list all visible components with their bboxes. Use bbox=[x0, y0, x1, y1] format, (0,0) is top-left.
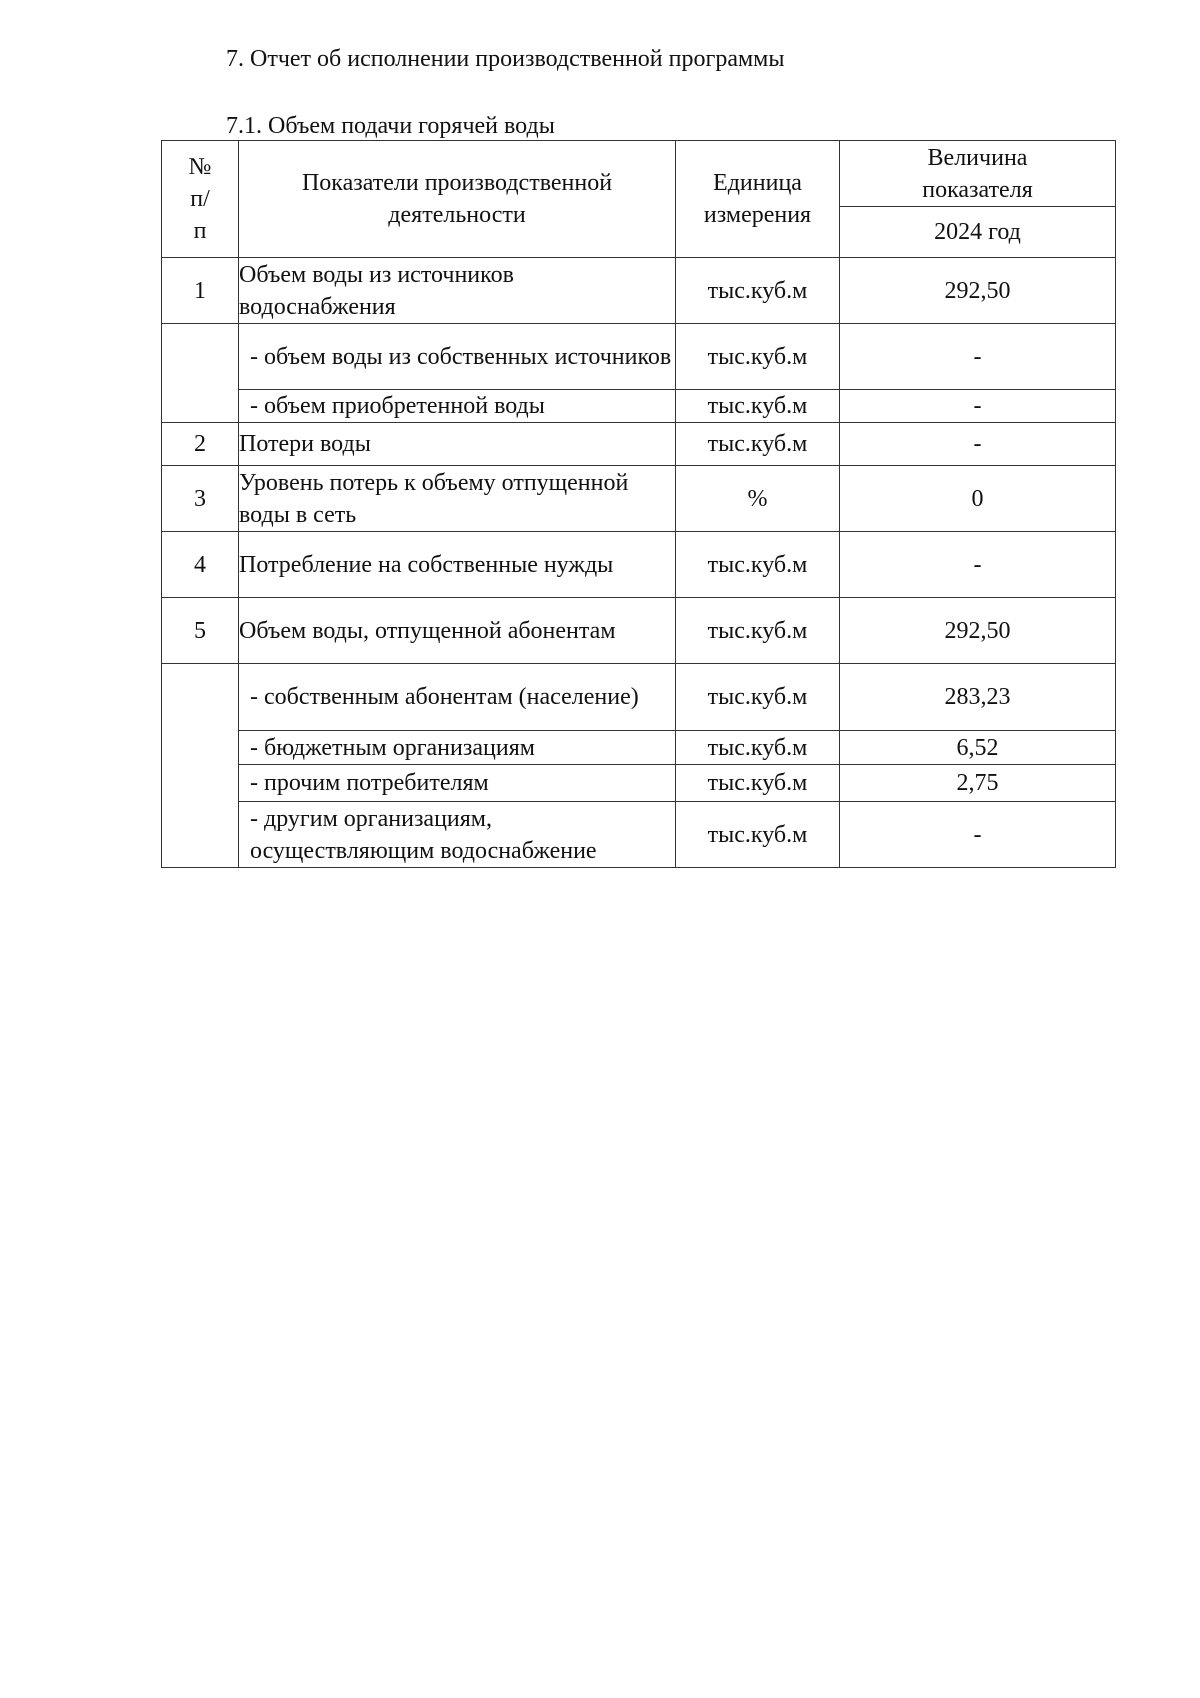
row-indicator: - объем воды из собственных источников bbox=[239, 324, 676, 390]
row-unit: тыс.куб.м bbox=[676, 664, 840, 731]
row-indicator: Потребление на собственные нужды bbox=[239, 532, 676, 598]
row-num bbox=[162, 664, 239, 868]
header-num: № п/п bbox=[162, 141, 239, 258]
table-row bbox=[162, 466, 1116, 532]
row-num: 2 bbox=[162, 423, 239, 466]
row-unit: % bbox=[676, 466, 840, 532]
table-row bbox=[162, 532, 1116, 598]
table-row bbox=[162, 802, 1116, 868]
row-num: 4 bbox=[162, 532, 239, 598]
row-num bbox=[162, 324, 239, 423]
table-row bbox=[162, 423, 1116, 466]
table-row bbox=[162, 390, 1116, 423]
row-unit: тыс.куб.м bbox=[676, 802, 840, 868]
table-header-row bbox=[162, 141, 1116, 207]
row-value: - bbox=[840, 423, 1116, 466]
table-row bbox=[162, 324, 1116, 390]
header-indicator: Показатели производственной деятельности bbox=[239, 141, 676, 258]
table-row bbox=[162, 258, 1116, 324]
section-title: 7. Отчет об исполнении производственной программы bbox=[226, 46, 785, 72]
row-value: - bbox=[840, 324, 1116, 390]
row-num: 1 bbox=[162, 258, 239, 324]
row-indicator: - собственным абонентам (население) bbox=[239, 664, 676, 731]
row-indicator: - объем приобретенной воды bbox=[239, 390, 676, 423]
row-unit: тыс.куб.м bbox=[676, 731, 840, 765]
row-unit: тыс.куб.м bbox=[676, 390, 840, 423]
row-value: 292,50 bbox=[840, 258, 1116, 324]
table-row bbox=[162, 664, 1116, 731]
row-value: 6,52 bbox=[840, 731, 1116, 765]
row-unit: тыс.куб.м bbox=[676, 258, 840, 324]
subsection-title: 7.1. Объем подачи горячей воды bbox=[226, 113, 555, 139]
row-num: 5 bbox=[162, 598, 239, 664]
row-value: 292,50 bbox=[840, 598, 1116, 664]
row-unit: тыс.куб.м bbox=[676, 423, 840, 466]
row-indicator: Потери воды bbox=[239, 423, 676, 466]
row-indicator: Уровень потерь к объему отпущенной воды в сеть bbox=[239, 466, 676, 532]
row-indicator: Объем воды, отпущенной абонентам bbox=[239, 598, 676, 664]
row-indicator: Объем воды из источников водоснабжения bbox=[239, 258, 676, 324]
table-row bbox=[162, 765, 1116, 802]
row-value: 2,75 bbox=[840, 765, 1116, 802]
row-value: - bbox=[840, 802, 1116, 868]
header-value: Величина показателя bbox=[840, 141, 1116, 207]
row-value: - bbox=[840, 532, 1116, 598]
row-indicator: - прочим потребителям bbox=[239, 765, 676, 802]
header-unit: Единица измерения bbox=[676, 141, 840, 258]
row-indicator: - бюджетным организациям bbox=[239, 731, 676, 765]
row-value: 0 bbox=[840, 466, 1116, 532]
row-num: 3 bbox=[162, 466, 239, 532]
row-value: 283,23 bbox=[840, 664, 1116, 731]
row-unit: тыс.куб.м bbox=[676, 532, 840, 598]
row-unit: тыс.куб.м bbox=[676, 765, 840, 802]
report-table bbox=[161, 140, 1116, 868]
row-indicator: - другим организациям, осуществляющим водоснабжение bbox=[239, 802, 676, 868]
row-unit: тыс.куб.м bbox=[676, 598, 840, 664]
row-value: - bbox=[840, 390, 1116, 423]
table-row bbox=[162, 598, 1116, 664]
header-year: 2024 год bbox=[840, 207, 1116, 258]
table-row bbox=[162, 731, 1116, 765]
row-unit: тыс.куб.м bbox=[676, 324, 840, 390]
